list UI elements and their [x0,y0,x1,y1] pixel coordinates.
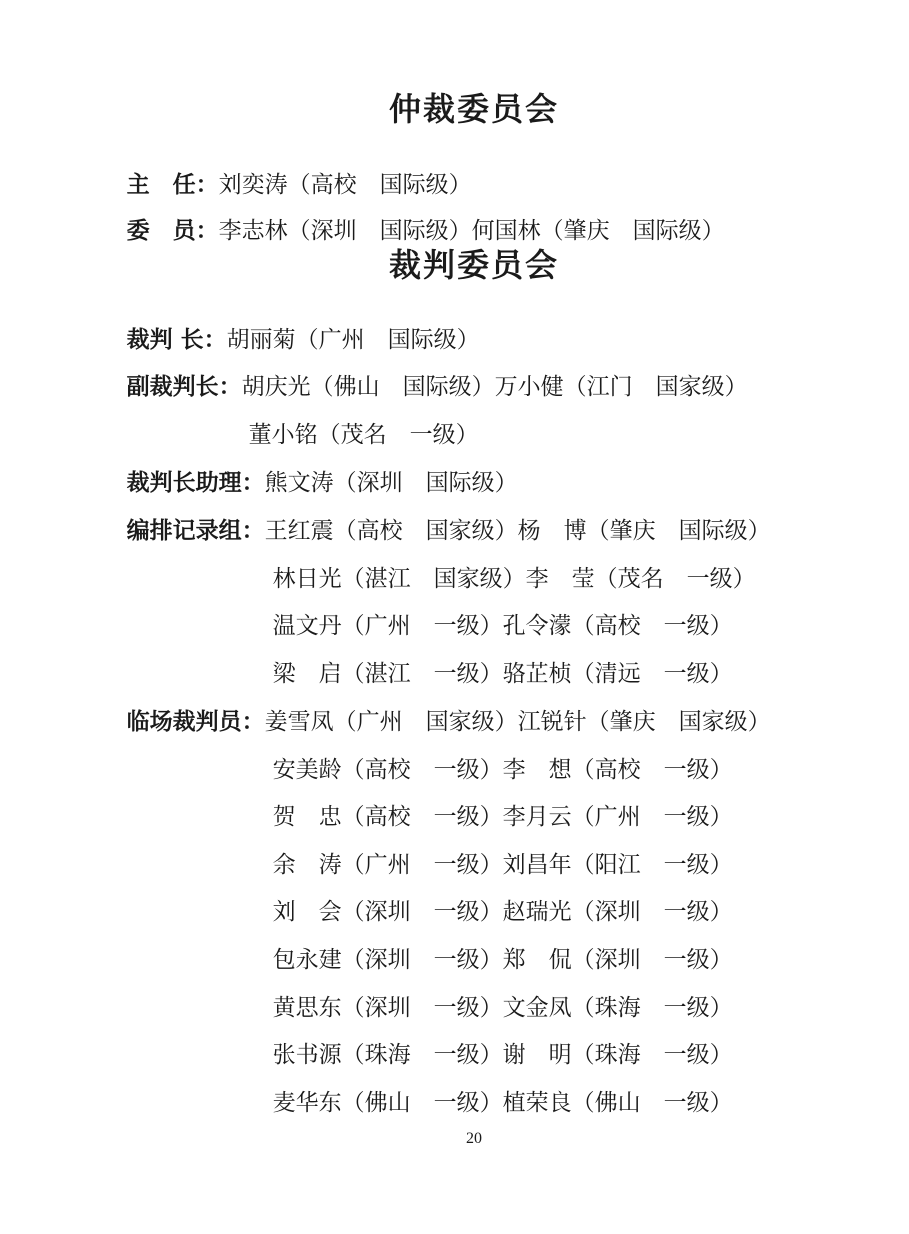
director-value: 刘奕涛（高校 国际级） [218,172,472,198]
deputy-label: 副裁判长： [126,374,242,400]
assistant-value: 熊文涛（深圳 国际级） [264,470,518,496]
chief-value: 胡丽菊（广州 国际级） [226,327,480,353]
field-value: 张书源（珠海 一级）谢 明（珠海 一级） [272,1042,733,1068]
deputy-value: 董小铭（茂名 一级） [248,422,479,448]
chief-label: 裁判 长： [126,327,227,353]
members-label: 委 员： [126,218,219,244]
field-value: 贺 忠（高校 一级）李月云（广州 一级） [272,804,733,830]
field-value: 余 涛（广州 一级）刘昌年（阳江 一级） [272,852,733,878]
members-value: 李志林（深圳 国际级）何国林（肇庆 国际级） [218,218,725,244]
field-label: 临场裁判员： [126,709,265,735]
field-value: 安美龄（高校 一级）李 想（高校 一级） [272,757,733,783]
field-value: 刘 会（深圳 一级）赵瑞光（深圳 一级） [272,899,733,925]
records-value: 温文丹（广州 一级）孔令濛（高校 一级） [272,613,733,639]
field-value: 黄思东（深圳 一级）文金凤（珠海 一级） [272,995,733,1021]
field-value: 包永建（深圳 一级）郑 侃（深圳 一级） [272,947,733,973]
assistant-label: 裁判长助理： [126,470,265,496]
records-value: 王红震（高校 国家级）杨 博（肇庆 国际级） [264,518,771,544]
records-value: 梁 启（湛江 一级）骆芷桢（清远 一级） [272,661,733,687]
arbitration-members-row [112,186,725,246]
deputy-value: 胡庆光（佛山 国际级）万小健（江门 国家级） [241,374,748,400]
field-referee-row [258,1058,733,1118]
records-value: 林日光（湛江 国家级）李 莹（茂名 一级） [272,566,756,592]
page-number: 20 [466,1130,482,1147]
arbitration-committee-title: 仲裁委员会 [388,90,559,128]
field-value: 麦华东（佛山 一级）植荣良（佛山 一级） [272,1090,733,1116]
referee-committee-title: 裁判委员会 [388,246,559,284]
field-value: 姜雪凤（广州 国家级）江锐针（肇庆 国家级） [264,709,771,735]
records-label: 编排记录组： [126,518,265,544]
director-label: 主 任： [126,172,219,198]
